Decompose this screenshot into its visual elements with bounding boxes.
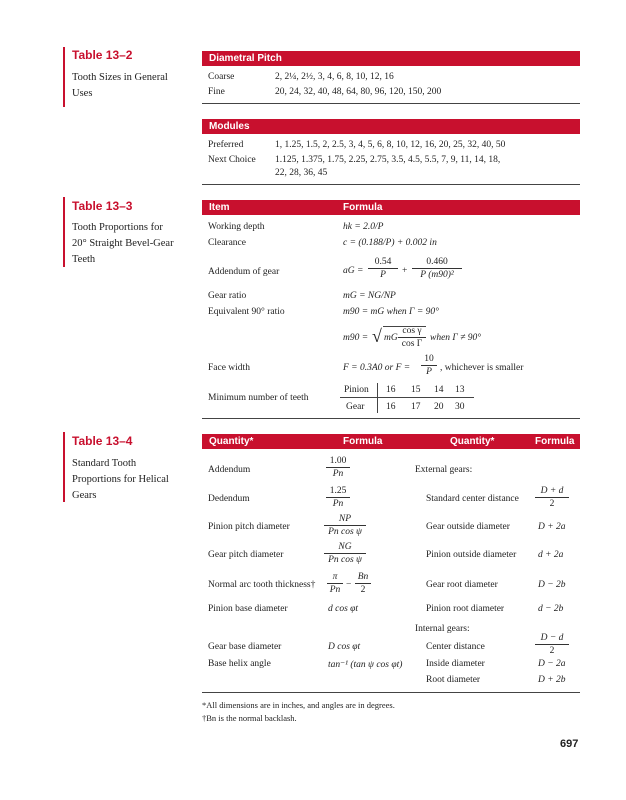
pinion-row-label: Pinion (344, 385, 369, 395)
minimum-teeth-label: Minimum number of teeth (208, 393, 309, 403)
normal-arc-num-1: π (332, 572, 338, 582)
dedendum-num: 1.25 (329, 486, 347, 496)
base-helix-angle-formula: tan⁻¹ (tan ψ cos φt) (328, 660, 403, 670)
table-13-4-number: Table 13–4 (72, 434, 133, 448)
preferred-values: 1, 1.25, 1.5, 2, 2.5, 3, 4, 5, 6, 8, 10, 12, 16, 20, 25, 32, 40, 50 (275, 140, 506, 150)
table-13-3-caption-line1: Tooth Proportions for (72, 222, 163, 233)
diametral-pitch-bottom-rule (202, 103, 580, 104)
equivalent-ratio-label: Equivalent 90° ratio (208, 307, 285, 317)
table-13-3-number: Table 13–3 (72, 199, 133, 213)
preferred-label: Preferred (208, 140, 244, 150)
diametral-pitch-header-text: Diametral Pitch (209, 53, 282, 64)
fraction-bar (535, 644, 569, 645)
standard-center-distance-formula (535, 486, 569, 509)
gear-teeth-value: 16 (386, 402, 396, 412)
addendum-num: 1.00 (329, 456, 347, 466)
fraction-bar (326, 497, 350, 498)
gear-base-diameter-formula: D cos φt (328, 642, 361, 652)
face-width-lhs: F = 0.3A0 or F = (343, 363, 411, 373)
gear-root-diameter-label: Gear root diameter (426, 580, 498, 590)
clearance-formula: c = (0.188/P) + 0.002 in (343, 238, 437, 248)
pinion-root-diameter-formula: d − 2b (538, 604, 564, 614)
addendum-den: Pn (332, 469, 344, 479)
table-13-3-marker (63, 197, 65, 267)
table-13-4-caption-line3: Gears (72, 490, 97, 501)
root-diameter-formula: D + 2b (538, 675, 566, 685)
root-diameter-label: Root diameter (426, 675, 481, 685)
next-choice-values-line2: 22, 28, 36, 45 (275, 168, 328, 178)
modules-header (202, 119, 580, 134)
table-13-2-marker (63, 47, 65, 107)
fraction-bar (421, 365, 437, 366)
equivalent-ratio-formula-1: m90 = mG when Γ = 90° (343, 307, 439, 317)
fraction-bar (324, 525, 366, 526)
formula-column-header-2: Formula (535, 436, 575, 447)
dedendum-label: Dedendum (208, 494, 250, 504)
diametral-pitch-header (202, 51, 580, 66)
external-gears-heading: External gears: (415, 465, 473, 475)
table-13-3-caption-line2: 20° Straight Bevel-Gear (72, 238, 174, 249)
fraction-bar (355, 583, 371, 584)
addendum-fraction-1 (368, 257, 398, 280)
pinion-teeth-value: 15 (411, 385, 421, 395)
min-teeth-divider (377, 383, 378, 413)
pinion-teeth-value: 16 (386, 385, 396, 395)
pinion-pitch-num: NP (338, 514, 352, 524)
gear-root-diameter-formula: D − 2b (538, 580, 566, 590)
modules-bottom-rule (202, 184, 580, 185)
coarse-values: 2, 2¼, 2½, 3, 4, 6, 8, 10, 12, 16 (275, 72, 394, 82)
gear-teeth-value: 17 (411, 402, 421, 412)
equivalent-ratio-condition: when Γ ≠ 90° (430, 333, 482, 343)
fine-label: Fine (208, 87, 225, 97)
pinion-teeth-value: 13 (455, 385, 465, 395)
normal-arc-fraction-1 (327, 572, 343, 595)
working-depth-formula: hk = 2.0/P (343, 222, 384, 232)
footnote-backlash: †Bn is the normal backlash. (202, 713, 297, 723)
helical-table-header (202, 434, 580, 449)
gear-pitch-formula (324, 542, 366, 565)
working-depth-label: Working depth (208, 222, 265, 232)
center-distance-num: D − d (540, 633, 564, 643)
pinion-pitch-diameter-label: Pinion pitch diameter (208, 522, 290, 532)
table-13-2-caption-line2: Uses (72, 88, 93, 99)
fraction-bar (535, 497, 569, 498)
center-distance-den: 2 (549, 646, 555, 656)
gear-outside-diameter-label: Gear outside diameter (426, 522, 510, 532)
gear-outside-diameter-formula: D + 2a (538, 522, 566, 532)
addendum-of-gear-label: Addendum of gear (208, 267, 280, 277)
equivalent-ratio-den: cos Γ (401, 339, 423, 349)
standard-center-distance-label: Standard center distance (426, 494, 519, 504)
gear-ratio-label: Gear ratio (208, 291, 247, 301)
internal-gears-heading: Internal gears: (415, 624, 470, 634)
normal-arc-thickness-label: Normal arc tooth thickness† (208, 580, 316, 590)
dedendum-den: Pn (332, 499, 344, 509)
inside-diameter-formula: D − 2a (538, 659, 566, 669)
face-width-condition: , whichever is smaller (440, 363, 524, 373)
addendum-fraction-1-num: 0.54 (374, 257, 392, 267)
equivalent-ratio-fraction (398, 326, 426, 349)
gear-base-diameter-label: Gear base diameter (208, 642, 282, 652)
formula-column-header: Formula (343, 202, 383, 213)
table-13-4-caption-line2: Proportions for Helical (72, 474, 169, 485)
face-width-fraction (421, 354, 437, 377)
pinion-teeth-value: 14 (434, 385, 444, 395)
footnote-dimensions: *All dimensions are in inches, and angles are in degrees. (202, 700, 395, 710)
bevel-table-header (202, 200, 580, 215)
normal-arc-num-2: Bn (357, 572, 369, 582)
pinion-base-diameter-formula: d cos φt (328, 604, 359, 614)
addendum-of-gear-lhs: aG = (343, 266, 364, 276)
addendum-fraction-1-den: P (380, 270, 386, 280)
equivalent-ratio-mg: mG (384, 333, 398, 343)
addendum-fraction-2-den: P (m90)² (420, 270, 454, 280)
addendum-formula (326, 456, 350, 479)
fraction-bar (326, 467, 350, 468)
modules-header-text: Modules (209, 121, 250, 132)
pinion-pitch-den: Pn cos ψ (328, 527, 362, 537)
helical-table-bottom-rule (202, 692, 580, 693)
normal-arc-den-1: Pn (329, 585, 341, 595)
normal-arc-minus: − (346, 580, 352, 590)
gear-teeth-value: 20 (434, 402, 444, 412)
table-13-3-caption-line3: Teeth (72, 254, 96, 265)
gear-row-label: Gear (346, 402, 365, 412)
gear-ratio-formula: mG = NG/NP (343, 291, 396, 301)
inside-diameter-label: Inside diameter (426, 659, 485, 669)
table-13-4-caption-line1: Standard Tooth (72, 458, 137, 469)
quantity-column-header-1: Quantity* (209, 436, 254, 447)
standard-center-den: 2 (549, 499, 555, 509)
min-teeth-mid-rule (340, 397, 474, 398)
fraction-bar (368, 268, 398, 269)
pinion-root-diameter-label: Pinion root diameter (426, 604, 505, 614)
pinion-pitch-formula (324, 514, 366, 537)
center-distance-label: Center distance (426, 642, 485, 652)
table-13-4-marker (63, 432, 65, 502)
center-distance-formula (535, 633, 569, 656)
addendum-plus: + (402, 266, 408, 276)
fraction-bar (324, 553, 366, 554)
normal-arc-den-2: 2 (360, 585, 366, 595)
formula-column-header-1: Formula (343, 436, 383, 447)
fraction-bar (327, 583, 343, 584)
bevel-table-bottom-rule (202, 418, 580, 419)
face-width-den: P (426, 367, 432, 377)
face-width-num: 10 (424, 354, 434, 364)
standard-center-num: D + d (540, 486, 564, 496)
fine-values: 20, 24, 32, 40, 48, 64, 80, 96, 120, 150, 200 (275, 87, 442, 97)
table-13-2-number: Table 13–2 (72, 48, 133, 62)
clearance-label: Clearance (208, 238, 246, 248)
gear-pitch-diameter-label: Gear pitch diameter (208, 550, 284, 560)
face-width-label: Face width (208, 363, 250, 373)
addendum-fraction-2 (412, 257, 462, 280)
gear-pitch-num: NG (338, 542, 352, 552)
gear-pitch-den: Pn cos ψ (328, 555, 362, 565)
item-column-header: Item (209, 202, 230, 213)
pinion-outside-diameter-label: Pinion outside diameter (426, 550, 517, 560)
gear-teeth-value: 30 (455, 402, 465, 412)
addendum-label: Addendum (208, 465, 251, 475)
normal-arc-fraction-2 (355, 572, 371, 595)
equivalent-ratio-lhs: m90 = (343, 333, 369, 343)
quantity-column-header-2: Quantity* (450, 436, 495, 447)
pinion-base-diameter-label: Pinion base diameter (208, 604, 288, 614)
next-choice-label: Next Choice (208, 155, 256, 165)
equivalent-ratio-num: cos γ (402, 326, 422, 336)
fraction-bar (412, 268, 462, 269)
addendum-fraction-2-num: 0.460 (426, 257, 448, 267)
table-13-2-caption-line1: Tooth Sizes in General (72, 72, 168, 83)
page-number: 697 (560, 738, 579, 750)
next-choice-values-line1: 1.125, 1.375, 1.75, 2.25, 2.75, 3.5, 4.5, 5.5, 7, 9, 11, 14, 18, (275, 155, 501, 165)
fraction-bar (398, 337, 426, 338)
dedendum-formula (326, 486, 350, 509)
base-helix-angle-label: Base helix angle (208, 659, 271, 669)
pinion-outside-diameter-formula: d + 2a (538, 550, 564, 560)
coarse-label: Coarse (208, 72, 235, 82)
square-root-sign: √ (372, 326, 382, 346)
